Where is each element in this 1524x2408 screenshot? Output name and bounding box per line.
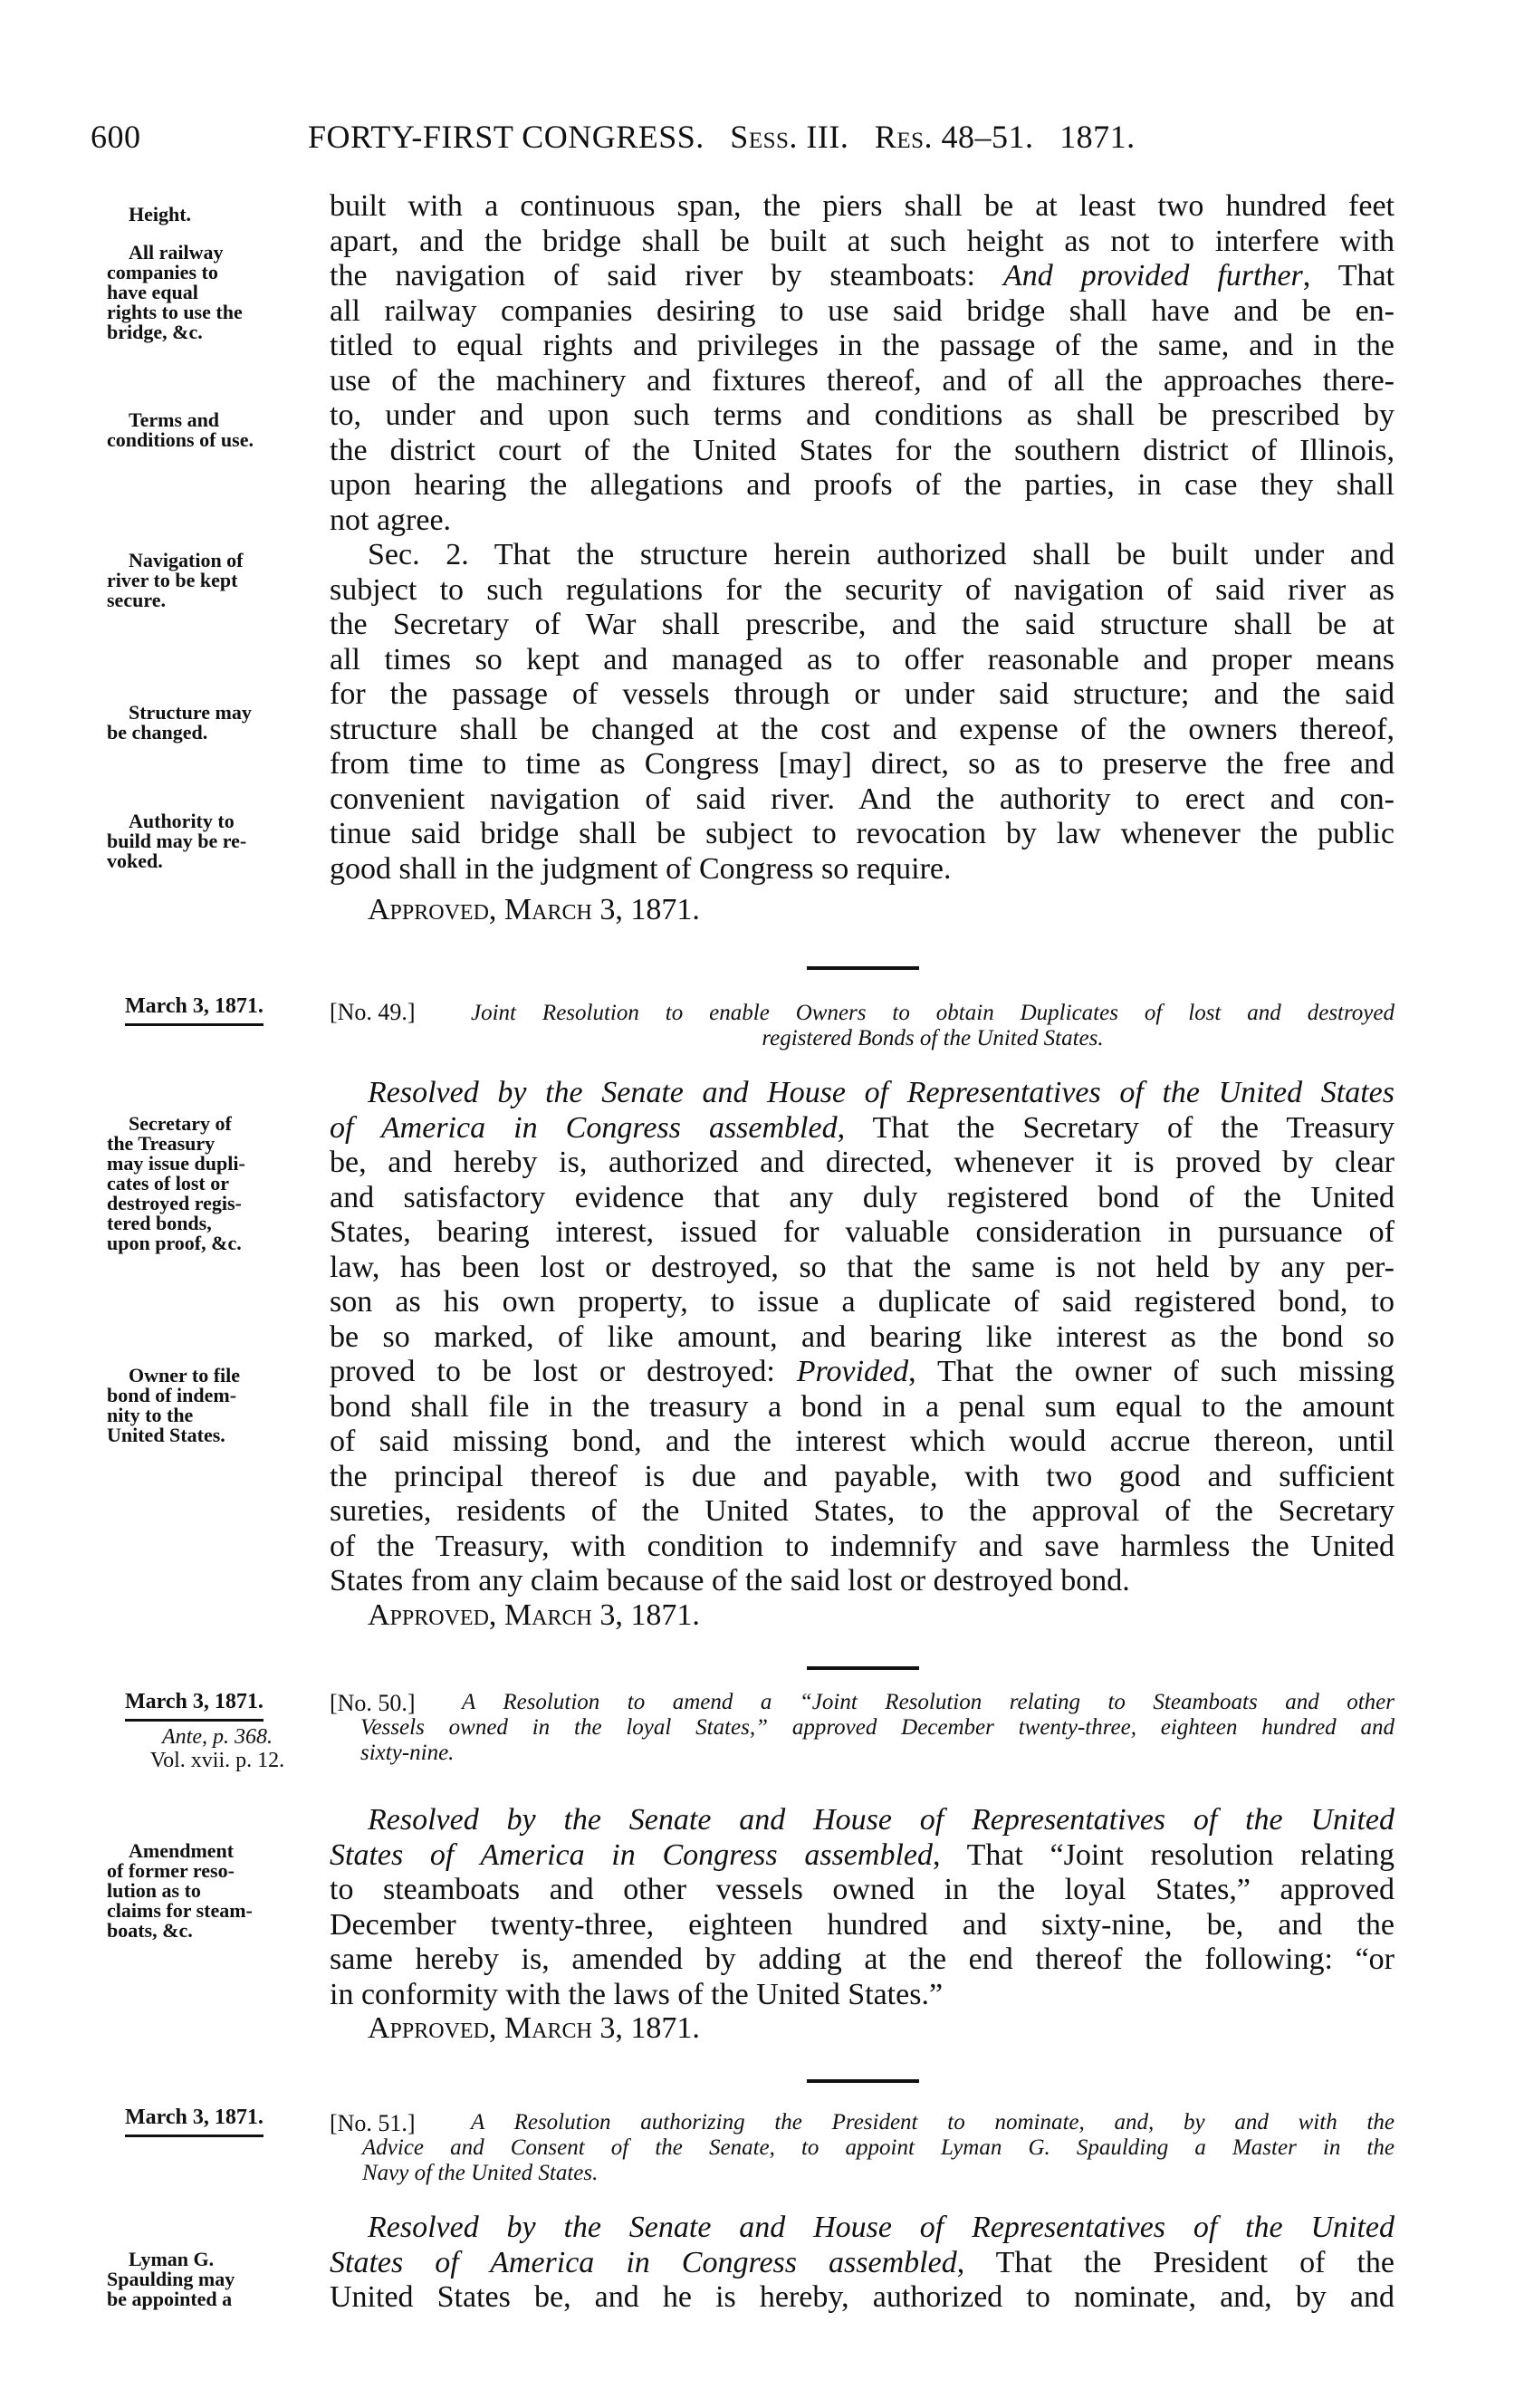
- text-run: the navigation of said river by steamboats:: [330, 259, 1003, 293]
- section-divider: [807, 966, 919, 970]
- text-line: subject to such regulations for the security of navigation of said river as: [330, 572, 1395, 607]
- resolution-49-number: [No. 49.]: [330, 999, 416, 1025]
- text-line: all railway companies desiring to use said bridge shall have and be en-: [330, 293, 1395, 328]
- resolution-51-number: [No. 51.]: [330, 2110, 416, 2136]
- margin-note-line: Height.: [129, 203, 192, 225]
- margin-note-line: nity to the: [107, 1404, 194, 1426]
- margin-note: [107, 1366, 315, 1445]
- resolution-49-title: Joint Resolution to enable Owners to obtain Duplicates of lost and destroyed registered Bonds of the United States.: [471, 1001, 1395, 1051]
- text-line: of said missing bond, and the interest which would accrue thereon, until: [330, 1425, 1395, 1458]
- text-line: good shall in the judgment of Congress so require.: [330, 851, 952, 886]
- text-line: [330, 2210, 1395, 2245]
- text-line: tinue said bridge shall be subject to revocation by law whenever the public: [330, 817, 1395, 850]
- italic-run: of America in Congress assembled: [330, 1110, 838, 1145]
- text-line: convenient navigation of said river. And the authority to erect and con-: [330, 782, 1395, 816]
- margin-note: [107, 1114, 315, 1253]
- margin-note-line: of former reso-: [107, 1859, 235, 1882]
- approved-line: Approved, March 3, 1871.: [368, 2011, 700, 2045]
- resolution-51-title: A Resolution authorizing the President to nominate, and, by and with the Advice and Consent of the Senate, to appoint Lyman G. Spaulding a Master in the Navy of the United States.: [362, 2110, 1395, 2185]
- text-line: States from any claim because of the said lost or destroyed bond.: [330, 1564, 1130, 1597]
- margin-note-line: river to be kept: [107, 569, 238, 591]
- text-line: in conformity with the laws of the United States.”: [330, 1977, 944, 2011]
- text-line: not agree.: [330, 503, 452, 537]
- text-line: December twenty-three, eighteen hundred and sixty-nine, be, and the: [330, 1907, 1395, 1942]
- section-divider: [807, 2079, 919, 2083]
- margin-note-line: cates of lost or: [107, 1172, 230, 1194]
- italic-run: Resolved by the Senate and House of Representatives of the United: [368, 2211, 1395, 2244]
- text-line: the Secretary of War shall prescribe, and the said structure shall be at: [330, 608, 1395, 641]
- text-line: use of the machinery and fixtures thereof, and of all the approaches there-: [330, 363, 1395, 398]
- italic-run: Resolved by the Senate and House of Representatives of the United States: [368, 1076, 1395, 1109]
- margin-note-line: upon proof, &c.: [107, 1232, 242, 1254]
- resolution-51-date: March 3, 1871.: [125, 2106, 264, 2137]
- session-label: Sess. III.: [730, 119, 849, 155]
- margin-note-line: Owner to file: [129, 1364, 241, 1386]
- margin-note-line: Spaulding may: [107, 2268, 235, 2290]
- text-line: the district court of the United States for the southern district of Illinois,: [330, 433, 1395, 467]
- margin-note-line: bond of indem-: [107, 1384, 237, 1406]
- resolution-50-title: A Resolution to amend a “Joint Resolution relating to Steamboats and other Vessels owned in the loyal States,” approved December twenty-three, eighteen hundred and sixty-nine.: [360, 1690, 1395, 1765]
- text-run: , That the President of the: [956, 2245, 1395, 2279]
- margin-note-line: Lyman G.: [129, 2248, 215, 2270]
- text-run: , That “Joint resolution relating: [932, 1837, 1395, 1872]
- italic-run: States of America in Congress assembled: [330, 2245, 957, 2279]
- resolution-50-number: [No. 50.]: [330, 1690, 416, 1716]
- margin-note-line: All railway: [129, 241, 224, 264]
- page-number: 600: [91, 119, 141, 155]
- italic-run: States of America in Congress assembled: [330, 1837, 933, 1872]
- margin-note: [107, 2250, 315, 2309]
- margin-note-line: Navigation of: [129, 549, 244, 571]
- text-line: [330, 1802, 1395, 1837]
- text-line: [330, 1354, 1395, 1389]
- margin-note-line: claims for steam-: [107, 1899, 253, 1922]
- text-line: for the passage of vessels through or under said structure; and the said: [330, 677, 1395, 711]
- text-line: to steamboats and other vessels owned in the loyal States,” approved: [330, 1873, 1395, 1906]
- text-line: upon hearing the allegations and proofs of the parties, in case they shall: [330, 468, 1395, 502]
- margin-note: [107, 811, 315, 871]
- margin-note: [107, 1841, 315, 1941]
- text-line: all times so kept and managed as to offer reasonable and proper means: [330, 642, 1395, 676]
- resolution-50-vol-note: Vol. xvii. p. 12.: [149, 1749, 285, 1772]
- running-header: [91, 118, 1395, 163]
- margin-note: [107, 551, 315, 610]
- text-line: from time to time as Congress [may] direct, so as to preserve the free and: [330, 747, 1395, 781]
- text-line: to, under and upon such terms and conditions as shall be prescribed by: [330, 398, 1395, 432]
- approved-line: Approved, March 3, 1871.: [368, 1598, 700, 1632]
- margin-note-line: Amendment: [129, 1839, 235, 1862]
- text-run: proved to be lost or destroyed:: [330, 1355, 797, 1388]
- text-line: sureties, residents of the United States, to the approval of the Secretary: [330, 1494, 1395, 1528]
- margin-note: [107, 205, 315, 225]
- text-line: titled to equal rights and privileges in the passage of the same, and in the: [330, 329, 1395, 362]
- text-line: built with a continuous span, the piers shall be at least two hundred feet: [330, 189, 1395, 223]
- margin-note-line: conditions of use.: [107, 428, 254, 451]
- margin-note-line: may issue dupli-: [107, 1152, 245, 1175]
- margin-note-line: Authority to: [129, 810, 235, 832]
- text-line: apart, and the bridge shall be built at such height as not to interfere with: [330, 224, 1395, 258]
- text-line: [330, 258, 1395, 293]
- text-line: be so marked, of like amount, and bearing like interest as the bond so: [330, 1319, 1395, 1354]
- margin-note-line: build may be re-: [107, 830, 247, 852]
- text-line: the principal thereof is due and payable, with two good and sufficient: [330, 1459, 1395, 1493]
- text-line: of the Treasury, with condition to indemnify and save harmless the United: [330, 1529, 1395, 1563]
- text-line: son as his own property, to issue a duplicate of said registered bond, to: [330, 1285, 1395, 1319]
- resolution-49-date: March 3, 1871.: [125, 994, 264, 1026]
- text-line: [330, 2245, 1395, 2280]
- margin-note-line: companies to: [107, 261, 218, 283]
- text-line: United States be, and he is hereby, authorized to nominate, and, by and: [330, 2280, 1395, 2314]
- resolution-50-ante-note: Ante, p. 368.: [162, 1725, 273, 1749]
- margin-note-line: the Treasury: [107, 1132, 216, 1155]
- margin-note-line: Structure may: [129, 701, 252, 724]
- section-divider: [807, 1666, 919, 1670]
- margin-note-line: rights to use the: [107, 301, 243, 323]
- header-title: [308, 118, 1136, 156]
- margin-note-line: tered bonds,: [107, 1212, 212, 1234]
- margin-note: [107, 703, 315, 743]
- italic-run: And provided further: [1002, 259, 1303, 293]
- text-line: and satisfactory evidence that any duly registered bond of the United: [330, 1180, 1395, 1214]
- italic-run: Provided: [796, 1355, 909, 1388]
- margin-note-line: destroyed regis-: [107, 1192, 242, 1214]
- text-line: [330, 1837, 1395, 1873]
- text-line: bond shall file in the treasury a bond in a penal sum equal to the amount: [330, 1389, 1395, 1424]
- margin-note: [107, 410, 315, 450]
- text-line: same hereby is, amended by adding at the end thereof the following: “or: [330, 1943, 1395, 1976]
- margin-note-line: bridge, &c.: [107, 321, 203, 343]
- text-line: structure shall be changed at the cost and expense of the owners thereof,: [330, 712, 1395, 746]
- margin-note-line: boats, &c.: [107, 1919, 193, 1942]
- margin-note-line: be appointed a: [107, 2288, 233, 2310]
- resolution-50-date: March 3, 1871.: [125, 1690, 264, 1722]
- margin-note-line: Secretary of: [129, 1112, 232, 1135]
- margin-note-line: lution as to: [107, 1879, 201, 1902]
- text-run: , That the Secretary of the Treasury: [837, 1110, 1395, 1145]
- margin-note-line: Terms and: [129, 408, 220, 431]
- margin-note: [107, 243, 315, 342]
- text-line: law, has been lost or destroyed, so that the same is not held by any per-: [330, 1250, 1395, 1284]
- text-run: , That the owner of such missing: [908, 1355, 1395, 1388]
- margin-note-line: be changed.: [107, 721, 208, 744]
- text-line: [330, 1110, 1395, 1146]
- resolutions-range: Res. 48–51.: [874, 119, 1034, 155]
- margin-note-line: voked.: [107, 849, 163, 872]
- text-line: Sec. 2. That the structure herein authorized shall be built under and: [368, 538, 1395, 571]
- text-line: [330, 1075, 1395, 1110]
- italic-run: Resolved by the Senate and House of Representatives of the United: [368, 1803, 1395, 1837]
- approved-line: Approved, March 3, 1871.: [368, 893, 700, 926]
- text-line: be, and hereby is, authorized and directed, whenever it is proved by clear: [330, 1146, 1395, 1179]
- margin-note-line: have equal: [107, 281, 198, 303]
- text-run: , That: [1302, 259, 1395, 293]
- congress-label: FORTY-FIRST CONGRESS.: [308, 119, 704, 155]
- header-year: 1871.: [1059, 119, 1136, 155]
- margin-note-line: secure.: [107, 589, 166, 611]
- text-line: States, bearing interest, issued for valuable consideration in pursuance of: [330, 1215, 1395, 1249]
- margin-note-line: United States.: [107, 1424, 225, 1446]
